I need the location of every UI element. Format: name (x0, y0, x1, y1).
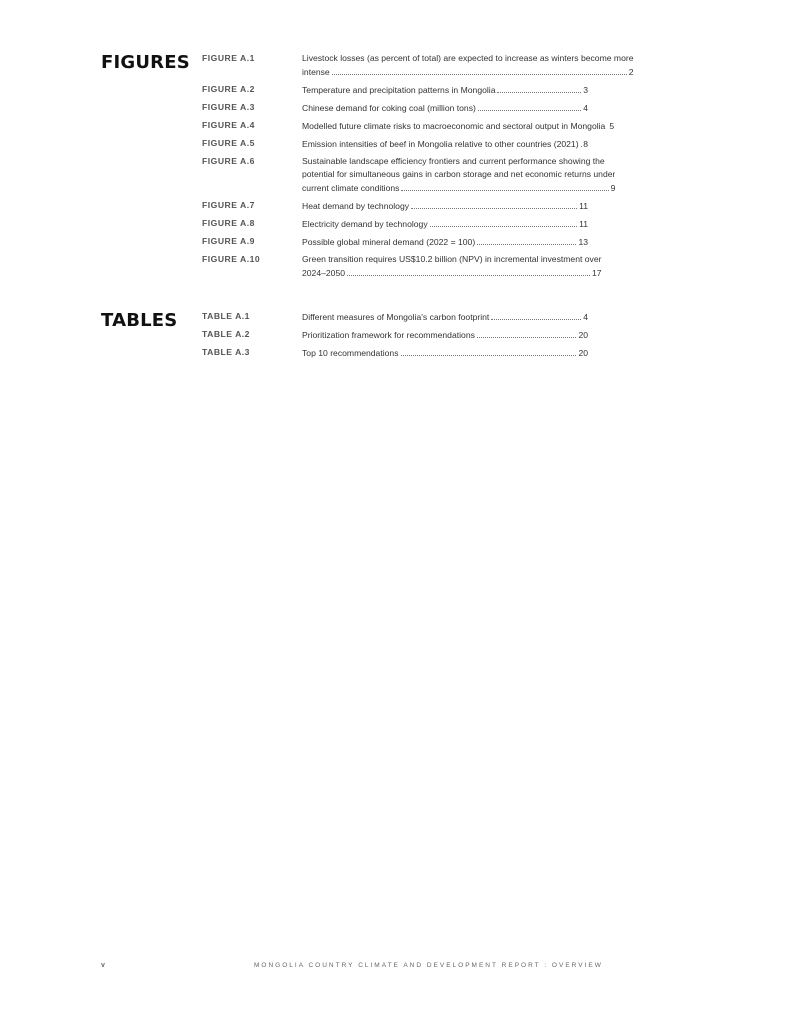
toc-entry-title-line: Emission intensities of beef in Mongolia relative to other countries (2021) (302, 139, 579, 149)
toc-entry-title-line: intense (302, 67, 330, 77)
toc-entry[interactable] (202, 83, 588, 97)
toc-entry[interactable] (202, 199, 588, 213)
toc-entry-last-line (302, 83, 588, 97)
toc-entry-last-line (302, 199, 588, 213)
toc-entry-label: FIGURE A.8 (202, 218, 255, 228)
dot-leader (332, 65, 627, 75)
toc-entry-label: FIGURE A.2 (202, 84, 255, 94)
toc-entry-page-number: 5 (609, 121, 615, 131)
tables-list (202, 310, 588, 364)
dot-leader (477, 328, 577, 338)
toc-entry-label: FIGURE A.10 (202, 254, 261, 264)
toc-entry-last-line (302, 181, 615, 195)
toc-entry-title (302, 101, 588, 115)
dot-leader (430, 217, 577, 227)
toc-entry-title-line: Possible global mineral demand (2022 = 100) (302, 237, 476, 247)
toc-entry[interactable] (202, 310, 588, 324)
toc-entry-title-line: 2024–2050 (302, 268, 346, 278)
toc-entry-title-line: current climate conditions (302, 183, 400, 193)
toc-entry-title (302, 346, 588, 360)
dot-leader (491, 310, 581, 320)
toc-entry-title-line: Electricity demand by technology (302, 219, 428, 229)
toc-entry[interactable] (202, 52, 634, 79)
toc-entry-label: FIGURE A.9 (202, 236, 255, 246)
toc-entry-page-number: 11 (579, 219, 588, 229)
toc-entry-title-line: Modelled future climate risks to macroeconomic and sectoral output in Mongolia (302, 121, 606, 131)
figures-list (202, 52, 634, 284)
toc-entry-page-number: 13 (578, 237, 588, 247)
toc-entry-page-number: 8 (583, 139, 588, 149)
toc-entry-page-number: 4 (583, 103, 588, 113)
figures-heading: FIGURES (101, 52, 190, 73)
toc-entry-title-line: Chinese demand for coking coal (million tons) (302, 103, 476, 113)
dot-leader (581, 137, 582, 147)
toc-entry-title (302, 137, 588, 151)
dot-leader (401, 181, 608, 191)
toc-entry-last-line (302, 310, 588, 324)
report-title: MONGOLIA COUNTRY CLIMATE AND DEVELOPMENT REPORT : OVERVIEW (254, 962, 603, 969)
toc-entry[interactable] (202, 253, 602, 280)
toc-entry-title-line: Green transition requires US$10.2 billion (NPV) in incremental investment over (302, 254, 602, 264)
toc-entry-label: FIGURE A.1 (202, 53, 255, 63)
toc-entry-title-line: Livestock losses (as percent of total) are expected to increase as winters become more (302, 53, 634, 63)
toc-entry-title (302, 119, 614, 133)
toc-entry-title (302, 155, 615, 195)
toc-entry[interactable] (202, 155, 616, 195)
toc-entry-title (302, 328, 588, 342)
toc-entry-page-number: 11 (579, 201, 588, 211)
toc-entry-label: FIGURE A.5 (202, 138, 255, 148)
toc-entry-label: FIGURE A.6 (202, 156, 255, 166)
toc-entry[interactable] (202, 137, 588, 151)
toc-entry-title-line: Top 10 recommendations (302, 348, 399, 358)
toc-entry-label: FIGURE A.4 (202, 120, 255, 130)
dot-leader (478, 101, 581, 111)
toc-entry-last-line (302, 266, 602, 280)
toc-entry[interactable] (202, 101, 588, 115)
tables-heading: TABLES (101, 310, 178, 331)
toc-entry-title-line: Temperature and precipitation patterns in Mongolia (302, 85, 496, 95)
dot-leader (347, 266, 590, 276)
toc-entry-page-number: 3 (583, 85, 588, 95)
dot-leader (497, 83, 581, 93)
toc-entry-page-number: 20 (578, 348, 588, 358)
toc-entry-label: TABLE A.3 (202, 347, 250, 357)
toc-entry[interactable] (202, 235, 588, 249)
toc-entry[interactable] (202, 328, 588, 342)
dot-leader (401, 346, 577, 356)
toc-entry-label: FIGURE A.3 (202, 102, 255, 112)
toc-entry-page-number: 9 (610, 183, 616, 193)
toc-entry-last-line (302, 65, 634, 79)
toc-entry-title-line: potential for simultaneous gains in carbon storage and net economic returns under (302, 169, 616, 179)
toc-entry-last-line (302, 346, 588, 360)
toc-entry-title (302, 52, 634, 79)
toc-entry-label: TABLE A.2 (202, 329, 250, 339)
toc-entry-page-number: 20 (578, 330, 588, 340)
toc-entry-label: TABLE A.1 (202, 311, 250, 321)
toc-entry-last-line (302, 101, 588, 115)
toc-entry-title-line: Prioritization framework for recommendations (302, 330, 475, 340)
toc-entry[interactable] (202, 119, 615, 133)
toc-entry-title (302, 83, 588, 97)
toc-entry-page-number: 2 (628, 67, 634, 77)
dot-leader (411, 199, 577, 209)
toc-entry-last-line (302, 235, 588, 249)
page-number: v (101, 962, 105, 969)
toc-entry-title (302, 199, 588, 213)
toc-entry-page-number: 4 (583, 312, 588, 322)
toc-entry-last-line (302, 328, 588, 342)
toc-entry-title (302, 217, 588, 231)
toc-entry-title-line: Sustainable landscape efficiency frontiers and current performance showing the (302, 156, 605, 166)
toc-entry-label: FIGURE A.7 (202, 200, 255, 210)
toc-entry-title (302, 253, 602, 280)
toc-entry-last-line (302, 137, 588, 151)
toc-entry-title-line: Different measures of Mongolia's carbon footprint (302, 312, 490, 322)
toc-entry[interactable] (202, 346, 588, 360)
dot-leader (477, 235, 576, 245)
toc-entry-title-line: Heat demand by technology (302, 201, 410, 211)
toc-entry-page-number: 17 (591, 268, 602, 278)
toc-entry[interactable] (202, 217, 588, 231)
toc-entry-title (302, 310, 588, 324)
toc-entry-last-line (302, 119, 614, 133)
toc-entry-title (302, 235, 588, 249)
toc-entry-last-line (302, 217, 588, 231)
